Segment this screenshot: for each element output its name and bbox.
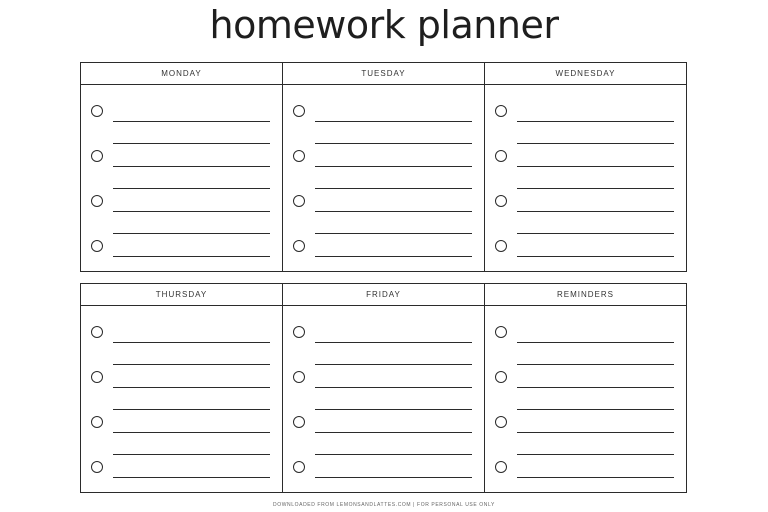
writing-line (315, 432, 472, 433)
task-row (495, 320, 674, 364)
task-row (293, 144, 472, 188)
writing-line (315, 477, 472, 478)
checkbox-circle-icon[interactable] (495, 371, 507, 383)
writing-line (517, 432, 674, 433)
task-list (81, 306, 282, 492)
writing-line (113, 256, 270, 257)
task-row (91, 234, 270, 278)
checkbox-circle-icon[interactable] (293, 326, 305, 338)
writing-line (517, 387, 674, 388)
checkbox-circle-icon[interactable] (293, 150, 305, 162)
checkbox-circle-icon[interactable] (91, 150, 103, 162)
writing-line (517, 256, 674, 257)
checkbox-circle-icon[interactable] (91, 195, 103, 207)
writing-line (517, 477, 674, 478)
writing-line (315, 387, 472, 388)
writing-line (517, 121, 674, 122)
checkbox-circle-icon[interactable] (91, 240, 103, 252)
task-row (91, 144, 270, 188)
task-row (495, 99, 674, 143)
task-list (283, 306, 484, 492)
task-row (91, 365, 270, 409)
checkbox-circle-icon[interactable] (495, 240, 507, 252)
writing-line (113, 342, 270, 343)
checkbox-circle-icon[interactable] (91, 326, 103, 338)
task-row (91, 320, 270, 364)
writing-line (113, 211, 270, 212)
checkbox-circle-icon[interactable] (495, 195, 507, 207)
writing-line (315, 121, 472, 122)
checkbox-circle-icon[interactable] (495, 416, 507, 428)
checkbox-circle-icon[interactable] (293, 416, 305, 428)
checkbox-circle-icon[interactable] (91, 371, 103, 383)
writing-line (315, 211, 472, 212)
writing-line (113, 477, 270, 478)
task-row (495, 144, 674, 188)
checkbox-circle-icon[interactable] (495, 326, 507, 338)
task-row (293, 189, 472, 233)
writing-line (113, 166, 270, 167)
checkbox-circle-icon[interactable] (293, 195, 305, 207)
writing-line (517, 211, 674, 212)
task-row (293, 410, 472, 454)
task-list (485, 306, 686, 492)
checkbox-circle-icon[interactable] (293, 105, 305, 117)
day-header: THURSDAY (81, 284, 282, 306)
task-list (283, 85, 484, 271)
day-header: MONDAY (81, 63, 282, 85)
page-title: homework planner (209, 3, 559, 47)
task-row (293, 99, 472, 143)
task-row (91, 455, 270, 499)
task-list (81, 85, 282, 271)
day-header: FRIDAY (283, 284, 484, 306)
task-row (495, 234, 674, 278)
checkbox-circle-icon[interactable] (495, 150, 507, 162)
writing-line (517, 166, 674, 167)
day-column-friday (283, 284, 485, 492)
checkbox-circle-icon[interactable] (91, 105, 103, 117)
planner-grid-top (80, 62, 687, 272)
task-list (485, 85, 686, 271)
day-column-wednesday (485, 63, 686, 271)
task-row (293, 234, 472, 278)
writing-line (315, 166, 472, 167)
task-row (495, 410, 674, 454)
checkbox-circle-icon[interactable] (293, 240, 305, 252)
day-column-thursday (81, 284, 283, 492)
writing-line (113, 432, 270, 433)
task-row (91, 99, 270, 143)
day-column-monday (81, 63, 283, 271)
checkbox-circle-icon[interactable] (293, 461, 305, 473)
checkbox-circle-icon[interactable] (91, 461, 103, 473)
reminders-column (485, 284, 686, 492)
day-header: WEDNESDAY (485, 63, 686, 85)
writing-line (315, 256, 472, 257)
checkbox-circle-icon[interactable] (495, 105, 507, 117)
checkbox-circle-icon[interactable] (293, 371, 305, 383)
writing-line (517, 342, 674, 343)
writing-line (113, 387, 270, 388)
task-row (293, 365, 472, 409)
task-row (495, 365, 674, 409)
checkbox-circle-icon[interactable] (495, 461, 507, 473)
reminders-header: REMINDERS (485, 284, 686, 306)
task-row (495, 455, 674, 499)
writing-line (113, 121, 270, 122)
task-row (293, 455, 472, 499)
day-column-tuesday (283, 63, 485, 271)
task-row (495, 189, 674, 233)
checkbox-circle-icon[interactable] (91, 416, 103, 428)
day-header: TUESDAY (283, 63, 484, 85)
task-row (91, 410, 270, 454)
writing-line (315, 342, 472, 343)
footer-note: DOWNLOADED FROM LEMONSANDLATTES.COM | FOR PERSONAL USE ONLY (273, 502, 495, 508)
planner-grid-bottom (80, 283, 687, 493)
task-row (91, 189, 270, 233)
task-row (293, 320, 472, 364)
